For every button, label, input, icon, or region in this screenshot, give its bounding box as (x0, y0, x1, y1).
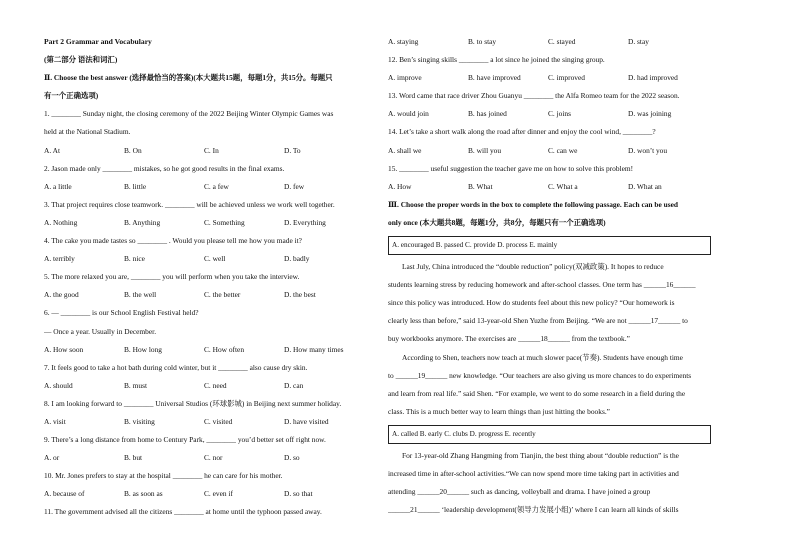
question-stem: 2. Jason made only ________ mistakes, so he got good results in the final exams. (44, 163, 285, 173)
passage-line: since this policy was introduced. How do students feel about this new policy? “Our homework is (388, 298, 675, 308)
option-d[interactable]: D. can (284, 380, 304, 390)
passage-line: Last July, China introduced the “double reduction” policy(双减政策). It hopes to reduce (402, 262, 664, 272)
option-d[interactable]: D. the best (284, 290, 316, 300)
option-d[interactable]: D. badly (284, 254, 310, 264)
option-a[interactable]: A. How soon (44, 344, 84, 354)
option-b[interactable]: B. will you (468, 145, 502, 155)
question-stem: 5. The more relaxed you are, ________ you will perform when you take the interview. (44, 272, 300, 282)
section3-header-line2: only once (本大题共8题，每题1分，共8分，每题只有一个正确选项) (388, 217, 606, 227)
question-options (388, 142, 728, 160)
passage-line: clearly less than before,” said 13-year-old Shen Yuzhe from Beijing. “We are not ______17______ to (388, 316, 688, 326)
passage-line: increased time in after-school activities.“We can now spend more time taking part in activities and (388, 468, 679, 478)
question-stem: 8. I am looking forward to ________ Universal Studios (环球影城) in Beijing next summer holiday. (44, 398, 342, 408)
option-c[interactable]: C. Something (204, 217, 245, 227)
question-stem: 10. Mr. Jones prefers to stay at the hospital ________ he can care for his mother. (44, 471, 283, 481)
option-a[interactable]: A. shall we (388, 145, 422, 155)
option-a[interactable]: A. At (44, 145, 61, 155)
part-title-cn: (第二部分 语法和词汇) (44, 55, 118, 65)
option-c[interactable]: C. the better (204, 290, 241, 300)
question-stem: 13. Word came that race driver Zhou Guanyu ________ the Alfa Romeo team for the 2022 season. (388, 91, 680, 101)
option-d[interactable]: D. What an (628, 181, 662, 191)
option-b[interactable]: B. the well (124, 290, 157, 300)
option-b[interactable]: B. On (124, 145, 142, 155)
question-stem-cont: — Once a year. Usually in December. (44, 326, 157, 336)
option-c[interactable]: C. stayed (548, 37, 576, 46)
option-a[interactable]: A. Nothing (44, 217, 78, 227)
option-d[interactable]: D. stay (628, 37, 649, 46)
option-c[interactable]: C. well (204, 254, 226, 264)
question-stem: 11. The government advised all the citizens ________ at home until the typhoon passed away. (44, 507, 322, 517)
passage-line: buy workbooks anymore. The exercises are ______18______ from the textbook.” (388, 334, 630, 344)
passage-line: students learning stress by reducing homework and after-school classes. One term has ______16______ (388, 280, 696, 290)
part-title: Part 2 Grammar and Vocabulary (44, 37, 152, 46)
option-c[interactable]: C. What a (548, 181, 578, 191)
option-d[interactable]: D. few (284, 181, 305, 191)
question-options (44, 485, 370, 503)
option-b[interactable]: B. to stay (468, 37, 497, 46)
question-options (44, 341, 370, 359)
option-c[interactable]: C. nor (204, 453, 223, 463)
option-c[interactable]: C. can we (548, 145, 578, 155)
question-stem: 6. — ________ is our School English Festival held? (44, 308, 199, 318)
question-options (44, 413, 370, 431)
option-a[interactable]: A. would join (388, 109, 429, 119)
question-options (388, 69, 728, 87)
section3-header-line1: Ⅲ. Choose the proper words in the box to complete the following passage. Each can be used (388, 199, 678, 209)
option-a[interactable]: A. staying (388, 37, 419, 46)
option-a[interactable]: A. because of (44, 489, 85, 499)
question-options (44, 377, 370, 395)
option-b[interactable]: B. as soon as (124, 489, 163, 499)
option-c[interactable]: C. How often (204, 344, 245, 354)
option-c[interactable]: C. need (204, 380, 227, 390)
option-d[interactable]: D. To (284, 145, 301, 155)
option-a[interactable]: A. a little (44, 181, 72, 191)
option-d[interactable]: D. so that (284, 489, 313, 499)
option-a[interactable]: A. improve (388, 73, 422, 83)
option-d[interactable]: D. had improved (628, 73, 678, 83)
option-b[interactable]: B. nice (124, 254, 145, 264)
question-stem: 7. It feels good to take a hot bath during cold winter, but it ________ also cause dry skin. (44, 362, 308, 372)
question-stem: 4. The cake you made tastes so ________ . Would you please tell me how you made it? (44, 236, 302, 246)
word-box-1: A. encouraged B. passed C. provide D. process E. mainly (388, 236, 711, 255)
passage-line: attending ______20______ such as dancing, volleyball and drama. I have joined a group (388, 487, 651, 497)
question-stem-cont: held at the National Stadium. (44, 127, 131, 137)
question-stem: 3. That project requires close teamwork. ________ will be achieved unless we work well together. (44, 199, 335, 209)
question-options (44, 449, 370, 467)
option-a[interactable]: A. terribly (44, 254, 75, 264)
question-options (388, 33, 728, 51)
option-b[interactable]: B. visiting (124, 416, 155, 426)
option-d[interactable]: D. so (284, 453, 300, 463)
option-b[interactable]: B. How long (124, 344, 162, 354)
left-column (44, 33, 370, 522)
question-options (44, 250, 370, 268)
option-c[interactable]: C. a few (204, 181, 229, 191)
option-b[interactable]: B. must (124, 380, 147, 390)
question-options (388, 178, 728, 196)
word-box-2: A. called B. early C. clubs D. progress E. recently (388, 425, 711, 444)
option-c[interactable]: C. even if (204, 489, 233, 499)
section2-header-line2: 有一个正确选项) (44, 91, 99, 101)
question-options (44, 214, 370, 232)
option-c[interactable]: C. visited (204, 416, 233, 426)
passage-line: For 13-year-old Zhang Hangming from Tianjin, the best thing about “double reduction” is the (402, 450, 679, 460)
passage-line: to ______19______ new knowledge. “Our teachers are also giving us more chances to do experiments (388, 370, 692, 380)
option-d[interactable]: D. have visited (284, 416, 329, 426)
option-a[interactable]: A. How (388, 181, 412, 191)
option-c[interactable]: C. improved (548, 73, 585, 83)
option-a[interactable]: A. or (44, 453, 60, 463)
option-b[interactable]: B. but (124, 453, 143, 463)
option-d[interactable]: D. Everything (284, 217, 326, 227)
passage-line: ______21______ ‘leadership development(领导力发展小组)’ where I can learn all kinds of skills (388, 505, 679, 515)
question-options (44, 142, 370, 160)
passage-line: According to Shen, teachers now teach at much slower pace(节奏). Students have enough time (402, 352, 683, 362)
section2-header-line1: Ⅱ. Choose the best answer (选择最恰当的答案)(本大题共15题，每题1分，共15分。每题只 (44, 73, 333, 83)
question-options (44, 178, 370, 196)
question-options (44, 286, 370, 304)
option-b[interactable]: B. has joined (468, 109, 507, 119)
passage-line: and learn from real life.” said Shen. “For example, we went to do some research in a field during the (388, 388, 686, 398)
option-c[interactable]: C. In (204, 145, 219, 155)
option-a[interactable]: A. should (44, 380, 73, 390)
question-stem: 15. ________ useful suggestion the teacher gave me on how to solve this problem! (388, 163, 634, 173)
question-stem: 9. There’s a long distance from home to Century Park, ________ you’d better set off right now. (44, 435, 326, 445)
option-b[interactable]: B. have improved (468, 73, 521, 83)
option-a[interactable]: A. the good (44, 290, 79, 300)
option-b[interactable]: B. Anything (124, 217, 161, 227)
question-stem: 14. Let’s take a short walk along the road after dinner and enjoy the cool wind, ________? (388, 127, 656, 137)
left-question-list (44, 105, 370, 521)
option-b[interactable]: B. What (468, 181, 493, 191)
option-d[interactable]: D. won’t you (628, 145, 668, 155)
passage-line: class. This is a much better way to learn things than just hitting the books.” (388, 406, 610, 416)
option-b[interactable]: B. little (124, 181, 147, 191)
question-stem: 1. ________ Sunday night, the closing ceremony of the 2022 Beijing Winter Olympic Games was (44, 109, 334, 119)
right-column (388, 33, 728, 519)
question-options (388, 105, 728, 123)
option-a[interactable]: A. visit (44, 416, 66, 426)
option-c[interactable]: C. joins (548, 109, 571, 119)
question-stem: 12. Ben’s singing skills ________ a lot since he joined the singing group. (388, 55, 605, 65)
option-d[interactable]: D. How many times (284, 344, 344, 354)
option-d[interactable]: D. was joining (628, 109, 672, 119)
